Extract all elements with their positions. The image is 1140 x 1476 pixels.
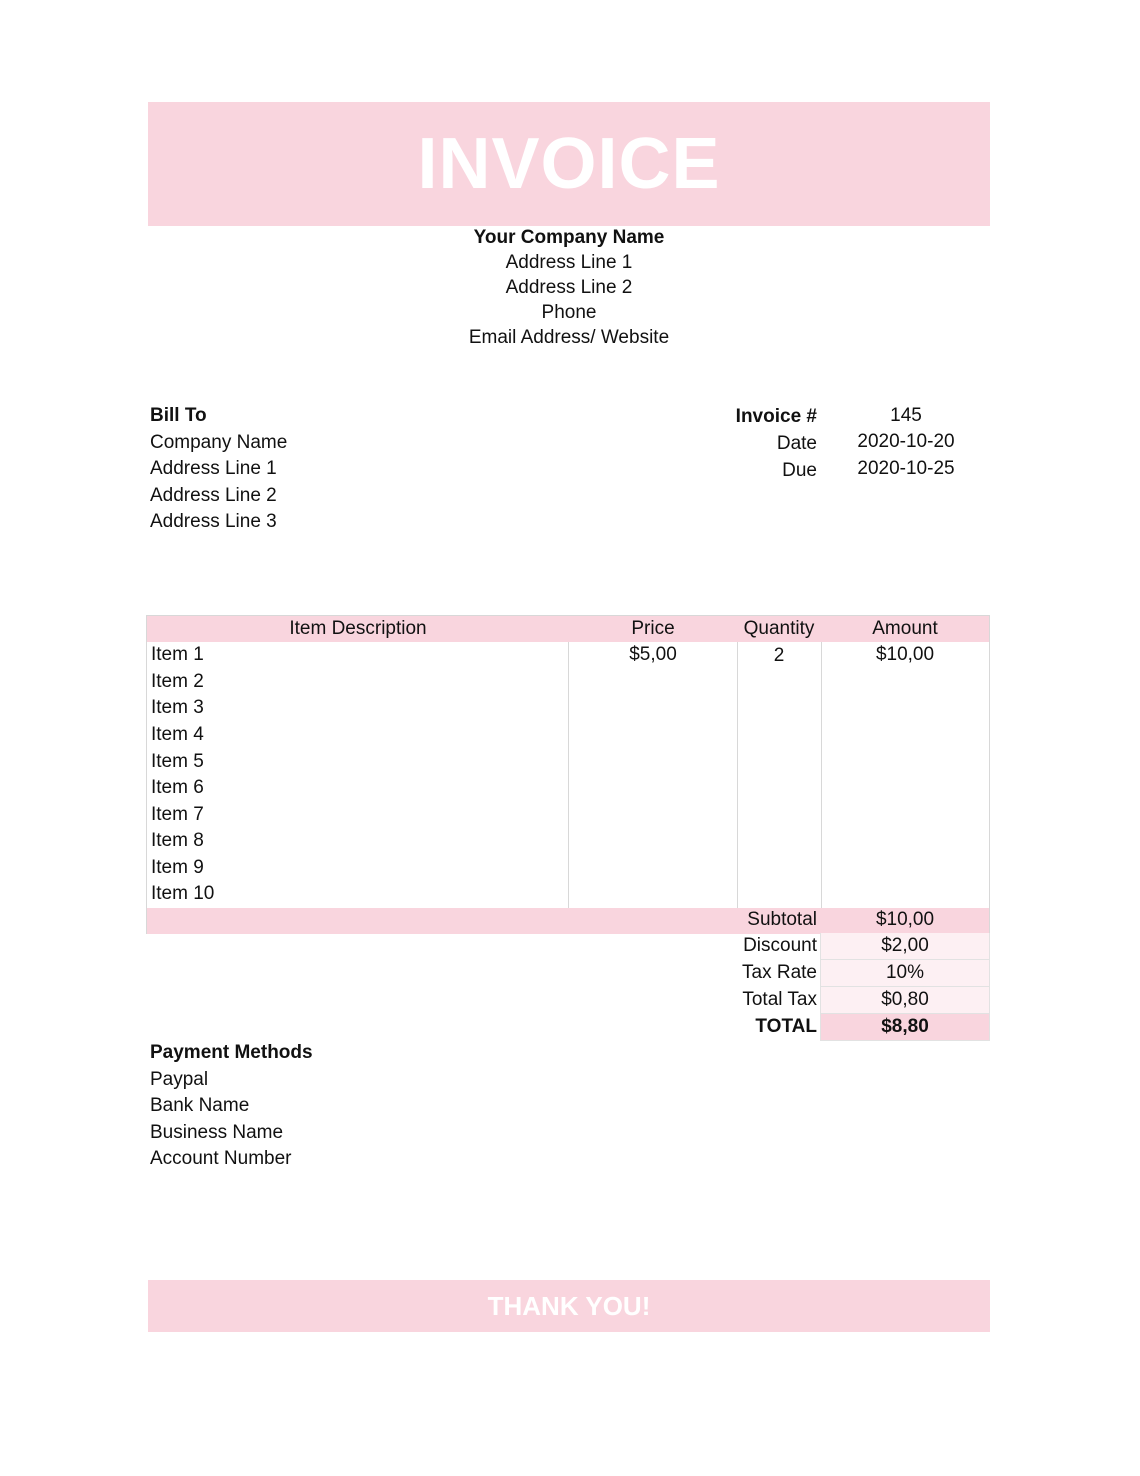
header-item-description: Item Description	[289, 618, 427, 639]
bill-to-address-1: Address Line 1	[150, 458, 277, 479]
payment-methods-heading: Payment Methods	[150, 1042, 313, 1063]
column-divider	[737, 642, 738, 908]
subtotal-value: $10,00	[875, 909, 935, 930]
payment-method-business-name: Business Name	[150, 1122, 284, 1143]
bill-to-address-2: Address Line 2	[150, 485, 277, 506]
company-name: Your Company Name	[473, 227, 665, 248]
column-divider	[821, 642, 822, 908]
invoice-number-label: Invoice #	[735, 406, 817, 427]
table-row-item-3: Item 3	[151, 697, 204, 718]
company-address-1: Address Line 1	[505, 252, 633, 273]
subtotal-label: Subtotal	[747, 909, 817, 930]
payment-method-bank-name: Bank Name	[150, 1095, 250, 1116]
table-header-row	[147, 616, 989, 642]
header-amount: Amount	[872, 618, 938, 639]
table-row-item-5: Item 5	[151, 751, 204, 772]
bill-to-heading: Bill To	[150, 405, 207, 426]
table-row-item-6: Item 6	[151, 777, 204, 798]
table-row-item-7: Item 7	[151, 804, 204, 825]
invoice-date: 2020-10-20	[857, 431, 955, 452]
thank-you-text: THANK YOU!	[487, 1291, 651, 1321]
invoice-title-banner	[148, 102, 990, 226]
table-row-item-1: Item 1	[151, 644, 204, 665]
company-email: Email Address/ Website	[468, 327, 670, 348]
table-row-item-4: Item 4	[151, 724, 204, 745]
total-tax-value: $0,80	[820, 987, 990, 1014]
tax-rate-value: 10%	[820, 960, 990, 987]
tax-rate-label: Tax Rate	[742, 962, 817, 983]
total-label: TOTAL	[755, 1016, 817, 1037]
invoice-title: INVOICE	[417, 124, 721, 204]
header-price: Price	[631, 618, 675, 639]
invoice-number: 145	[890, 405, 922, 426]
bill-to-company: Company Name	[150, 432, 288, 453]
table-row-item-8: Item 8	[151, 830, 204, 851]
total-value: $8,80	[820, 1014, 990, 1041]
discount-value: $2,00	[820, 933, 990, 960]
table-row-item-2: Item 2	[151, 671, 204, 692]
invoice-due-label: Due	[782, 460, 817, 481]
invoice-date-label: Date	[776, 433, 817, 454]
total-tax-label: Total Tax	[742, 989, 817, 1010]
company-address-2: Address Line 2	[505, 277, 633, 298]
invoice-due: 2020-10-25	[857, 458, 955, 479]
items-table	[146, 615, 990, 934]
column-divider	[568, 642, 569, 908]
item-1-price: $5,00	[629, 644, 677, 665]
header-quantity: Quantity	[743, 618, 815, 639]
thank-you-banner	[148, 1280, 990, 1332]
item-1-amount: $10,00	[875, 644, 935, 665]
company-phone: Phone	[541, 302, 597, 323]
discount-label: Discount	[743, 935, 817, 956]
table-row-item-10: Item 10	[151, 883, 215, 904]
bill-to-address-3: Address Line 3	[150, 511, 277, 532]
table-row-item-9: Item 9	[151, 857, 204, 878]
payment-method-paypal: Paypal	[150, 1069, 209, 1090]
payment-method-account-number: Account Number	[150, 1148, 292, 1169]
item-1-quantity: 2	[773, 645, 785, 666]
